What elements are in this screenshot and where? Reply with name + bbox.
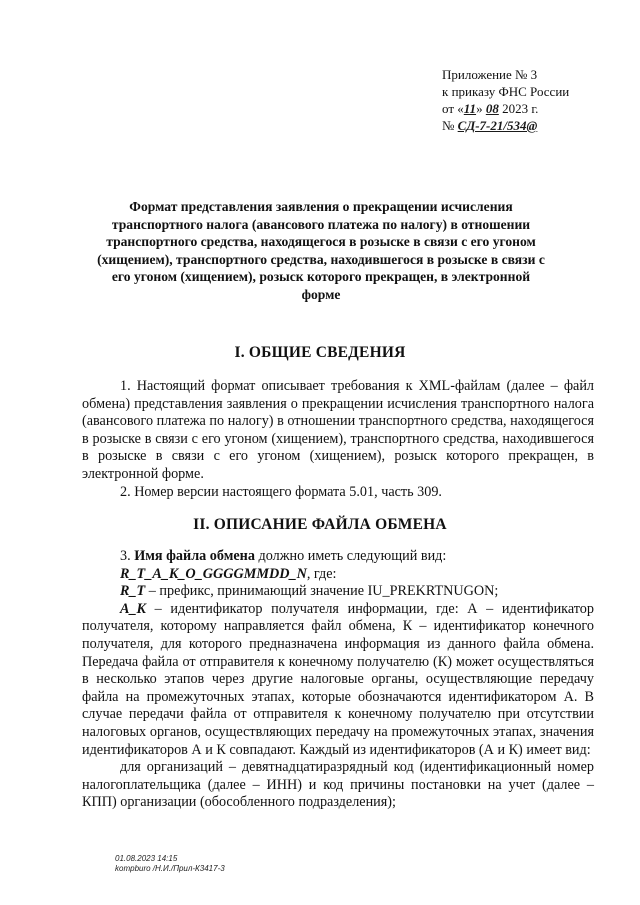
rt-definition — [82, 583, 594, 601]
filename-pattern: R_T_A_K_O_GGGGMMDD_N — [120, 565, 307, 582]
section-1-body — [82, 378, 594, 501]
date-month: 08 — [485, 101, 499, 116]
date-year: 2023 г. — [502, 101, 539, 116]
order-number — [442, 117, 622, 134]
stamp-operator: kompburo /Н.И./Прил-К3417-3 — [115, 864, 225, 873]
org-definition: для организаций – девятнадцатиразрядный код (идентификационный номер налогоплательщика (далее – ИНН) и код причины постановки на учет (далее – КПП) организации (обособленного подразделения); — [82, 759, 594, 811]
section-2-heading: II. ОПИСАНИЕ ФАЙЛА ОБМЕНА — [193, 516, 447, 533]
rt-text: – префикс, принимающий значение IU_PREKRTNUGON; — [145, 583, 499, 600]
p3-number: 3. — [120, 548, 135, 564]
order-line: к приказу ФНС России — [442, 84, 570, 99]
attachment-block — [442, 66, 622, 134]
paragraph-3 — [82, 548, 594, 566]
filename-suffix: , где: — [306, 565, 337, 582]
p3-term: Имя файла обмена — [134, 548, 255, 564]
filename-pattern-line — [82, 566, 594, 584]
stamp-datetime: 01.08.2023 14:15 — [115, 854, 178, 863]
ak-text: – идентификатор получателя информации, где: А – идентификатор получателя, которому направляется файл обмена, К – идентификатор конечного получателя, для которого предназначена информация из данного файла обмена. Передача файла от отправителя к конечному получателю (К) может осуществляться в несколько этапов через другие налоговые органы, осуществляющие передачу файла на промежуточных этапах, которые обозначаются идентификатором А. В случае передачи файла от отправителя к конечному получателю при отсутствии налоговых органов, осуществляющих передачу на промежуточных этапах, значения идентификаторов А и К совпадают. Каждый из идентификаторов (А и К) имеет вид: — [82, 600, 594, 758]
p3-rest: должно иметь следующий вид: — [254, 548, 447, 564]
number-value: СД-7-21/534@ — [457, 118, 538, 133]
paragraph-2: 2. Номер версии настоящего формата 5.01, часть 309. — [120, 483, 442, 500]
date-prefix: от « — [442, 101, 464, 116]
ak-definition — [82, 601, 594, 759]
date-sep: » — [476, 101, 483, 116]
document-title: Формат представления заявления о прекращении исчисления транспортного налога (авансового платежа по налогу) в отношении транспортного средства, находящегося в розыске в связи с его угоном (хищением), транспортного средства, находившегося в розыске в связи с его угоном (хищением), розыск которого прекращен, в электронной форме — [97, 199, 545, 302]
ak-label: A_K — [120, 600, 147, 617]
section-1-heading: I. ОБЩИЕ СВЕДЕНИЯ — [234, 344, 406, 361]
order-date — [442, 100, 622, 117]
section-2-body — [82, 548, 594, 812]
attachment-line: Приложение № 3 — [442, 67, 538, 82]
paragraph-1: 1. Настоящий формат описывает требования к XML-файлам (далее – файл обмена) представления заявления о прекращении исчисления транспортного налога (авансового платежа по налогу) в отношении транспортного средства, находящегося в розыске в связи с его угоном (хищением), транспортного средства, находившегося в розыске в связи с его угоном (хищением), розыск которого прекращен, в электронной форме. — [82, 378, 594, 482]
number-prefix: № — [442, 118, 455, 133]
date-day: 11 — [463, 101, 477, 116]
rt-label: R_T — [120, 583, 146, 600]
print-stamp — [115, 854, 225, 874]
